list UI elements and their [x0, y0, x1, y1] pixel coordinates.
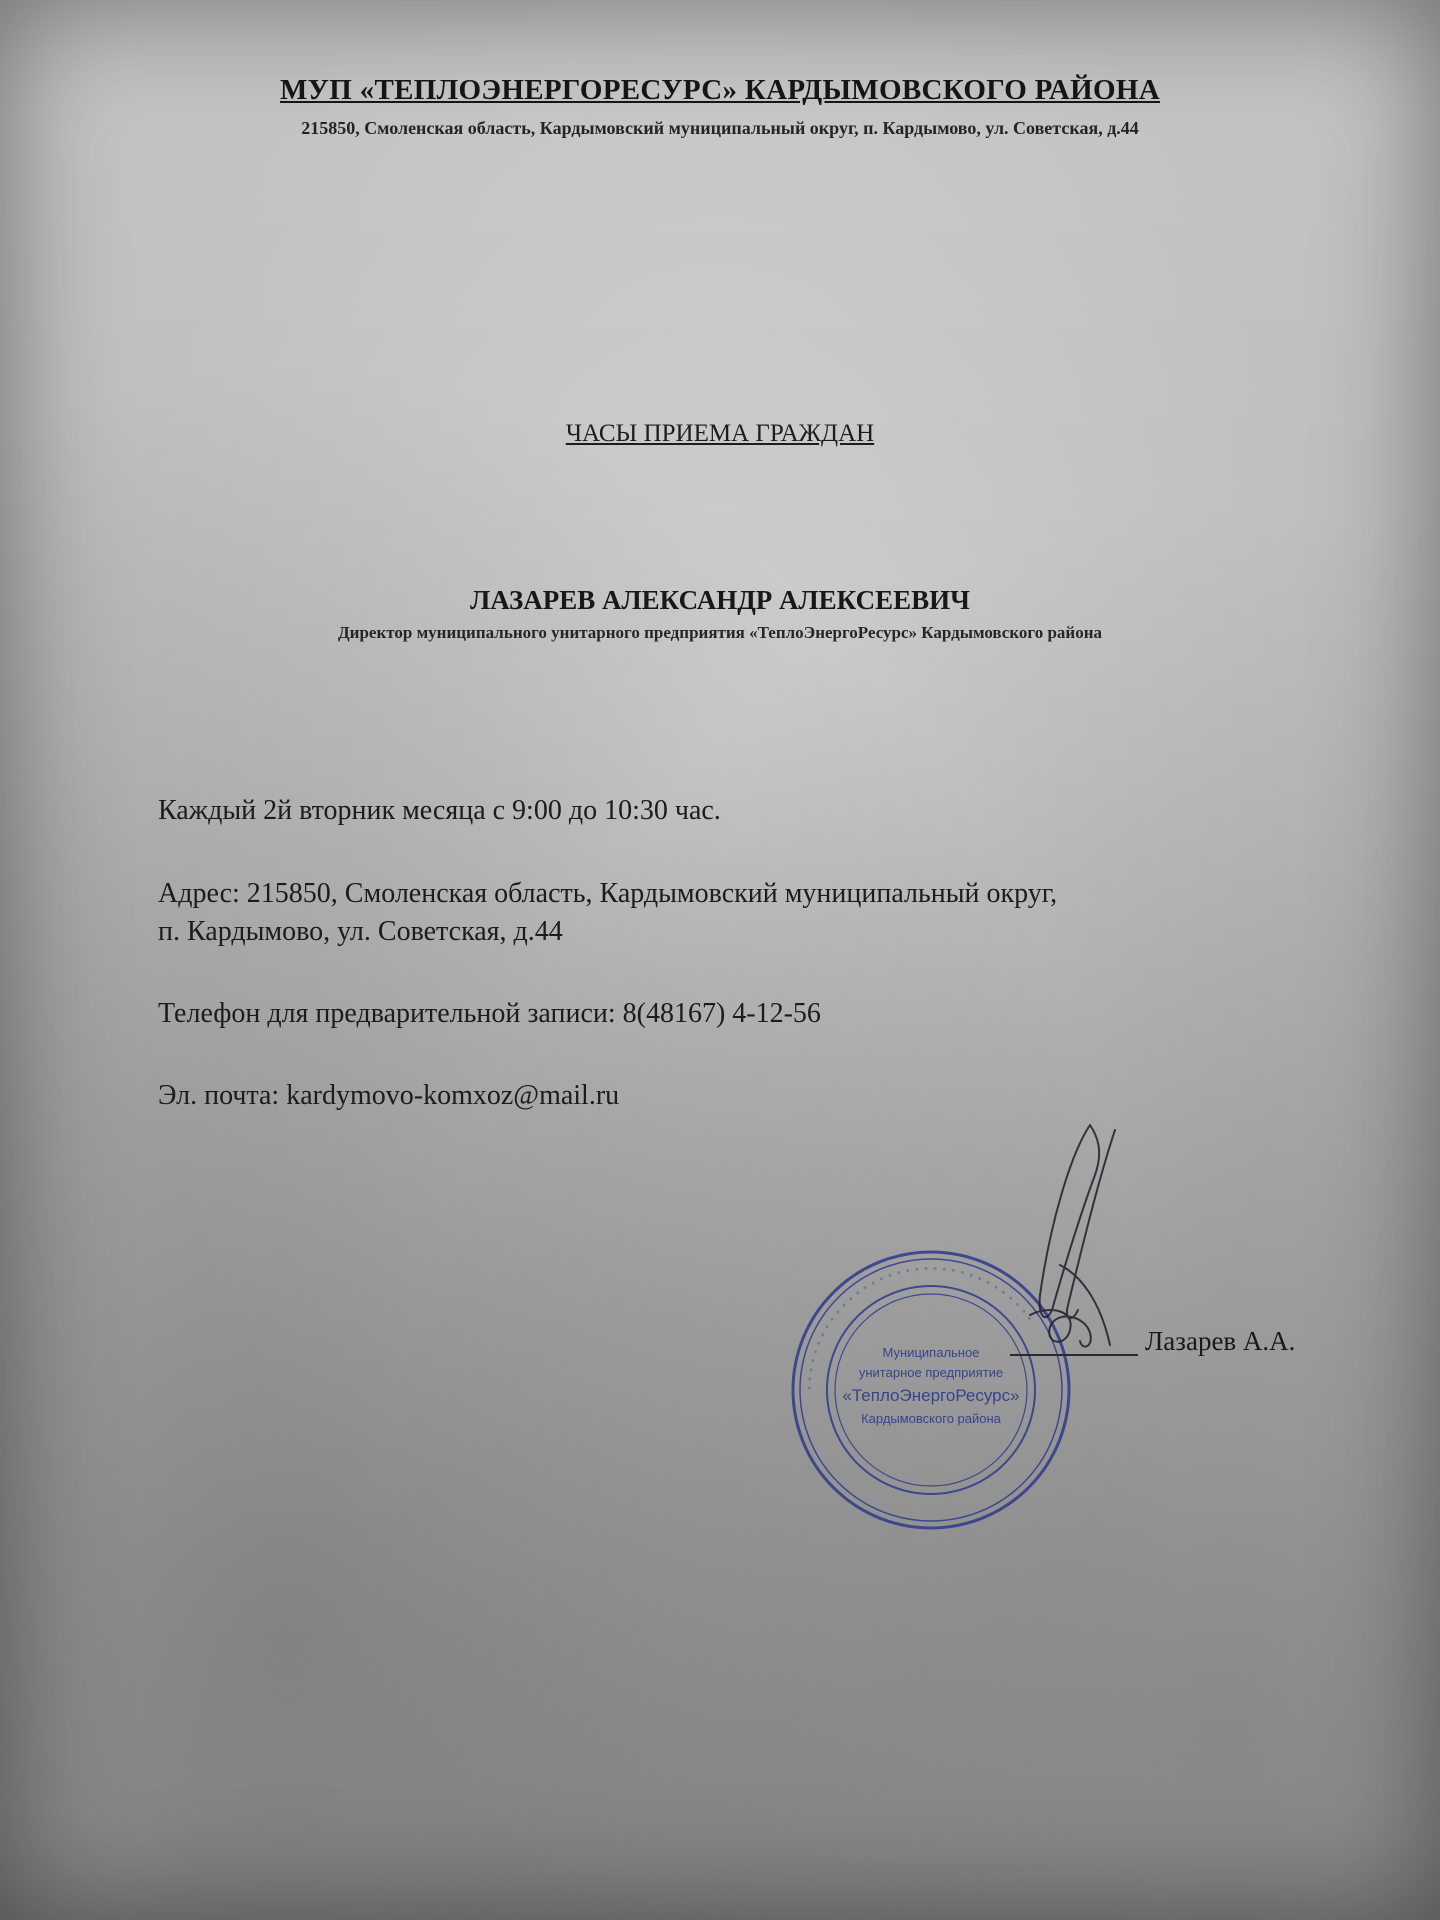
handwritten-signature-icon — [990, 1115, 1170, 1375]
email-text: Эл. почта: kardymovo-komxoz@mail.ru — [158, 1080, 620, 1111]
address-block — [158, 875, 1057, 951]
document-title: ЧАСЫ ПРИЕМА ГРАЖДАН — [565, 420, 875, 447]
person-role: Директор муниципального унитарного предприятия «ТеплоЭнергоРесурс» Кардымовского района — [337, 623, 1103, 642]
stamp-line-1: Муниципальное — [882, 1345, 980, 1360]
stamp-line-4: Кардымовского района — [861, 1411, 1001, 1426]
address-line-1: Адрес: 215850, Смоленская область, Кардымовский муниципальный округ, — [158, 878, 1058, 909]
svg-text:• • • • • • • • • • • • • • •: • • • • • • • • • • • • • • • • • • • • • • • • • • • • • • • • • • — [803, 1262, 1036, 1391]
stamp-line-2: унитарное предприятие — [858, 1365, 1004, 1380]
stamp-line-3: «ТеплоЭнергоРесурс» — [842, 1386, 1020, 1405]
phone-text: Телефон для предварительной записи: 8(48167) 4-12-56 — [158, 998, 821, 1029]
organization-name: МУП «ТЕПЛОЭНЕРГОРЕСУРС» КАРДЫМОВСКОГО РАЙОНА — [280, 74, 1160, 106]
person-name: ЛАЗАРЕВ АЛЕКСАНДР АЛЕКСЕЕВИЧ — [470, 585, 970, 615]
schedule-text: Каждый 2й вторник месяца с 9:00 до 10:30 час. — [158, 795, 721, 826]
signature-line — [1010, 1354, 1138, 1356]
organization-address: 215850, Смоленская область, Кардымовский муниципальный округ, п. Кардымово, ул. Советская, д.44 — [301, 118, 1139, 138]
signer-name: Лазарев А.А. — [1145, 1326, 1296, 1356]
address-line-2: п. Кардымово, ул. Советская, д.44 — [158, 916, 563, 947]
